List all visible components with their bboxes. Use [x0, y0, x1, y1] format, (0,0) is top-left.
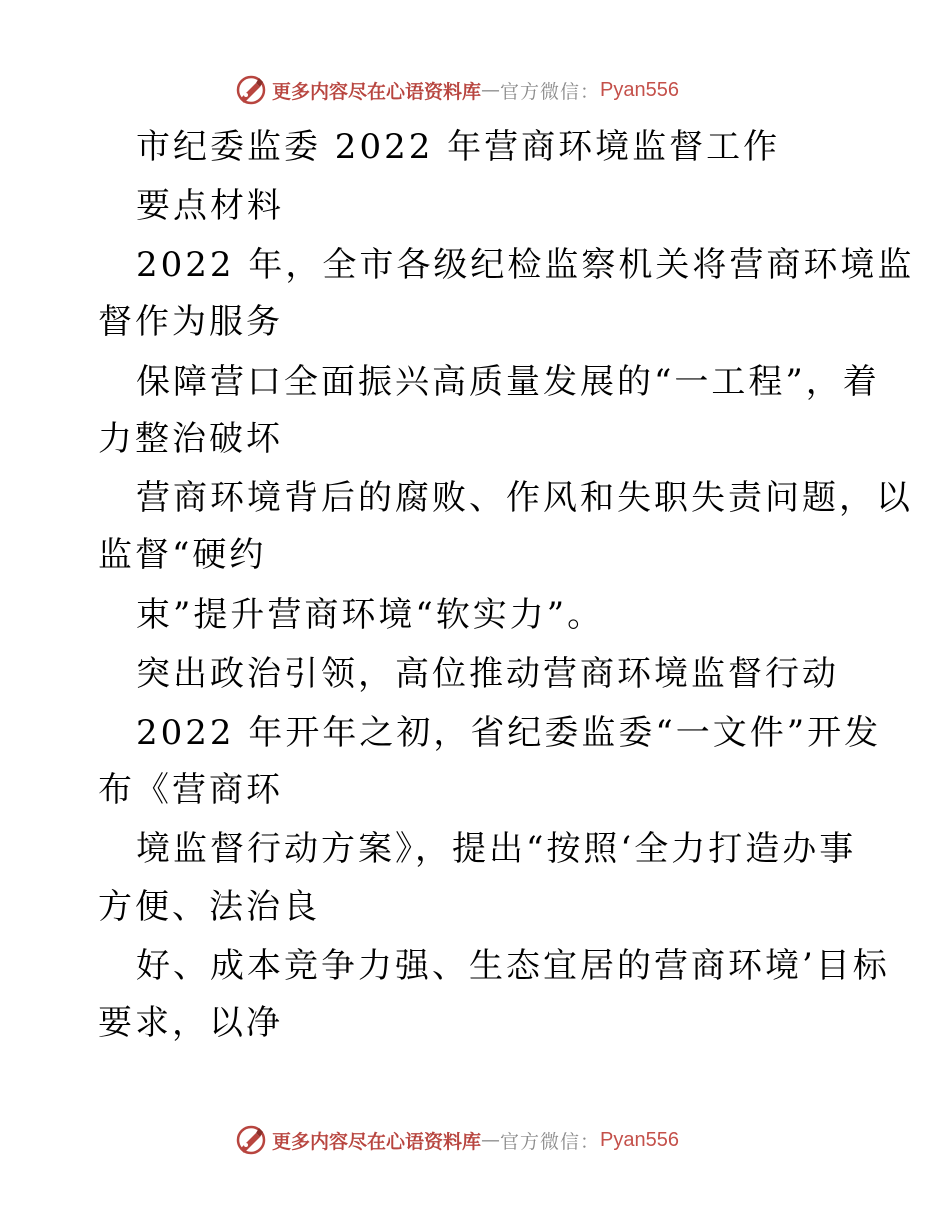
paragraph-line: 方便、法治良 — [98, 887, 320, 927]
paragraph-line: 布《营商环 — [98, 770, 283, 810]
section-heading: 突出政治引领，高位推动营商环境监督行动 — [136, 654, 839, 694]
paragraph-line: 境监督行动方案》，提出“按照‘全力打造办事 — [136, 829, 857, 869]
watermark-main-text: 更多内容尽在心语资料库 — [272, 80, 482, 103]
paragraph-line: 束”提升营商环境“软实力”。 — [136, 595, 605, 635]
watermark-dash: — — [481, 1129, 501, 1151]
watermark-id: Pyan556 — [600, 78, 679, 101]
paragraph-line: 监督“硬约 — [98, 535, 267, 575]
watermark-id: Pyan556 — [600, 1128, 679, 1151]
watermark-sub-text: 官方微信： — [500, 1130, 601, 1153]
paragraph-line: 力整治破坏 — [98, 419, 283, 459]
header-watermark — [234, 72, 714, 108]
watermark-dash: — — [481, 79, 501, 101]
watermark-sub-text: 官方微信： — [500, 80, 601, 103]
paragraph-line: 保障营口全面振兴高质量发展的“一工程”，着 — [136, 362, 880, 402]
paragraph-line: 2022 年开年之初，省纪委监委“一文件”开发 — [136, 713, 882, 753]
pen-logo-icon — [234, 1123, 268, 1157]
document-title-line-2: 要点材料 — [136, 186, 284, 226]
footer-watermark — [234, 1122, 714, 1158]
paragraph-line: 要求，以净 — [98, 1003, 283, 1043]
paragraph-line: 督作为服务 — [98, 302, 283, 342]
document-title-line-1: 市纪委监委 2022 年营商环境监督工作 — [136, 127, 781, 167]
paragraph-line: 营商环境背后的腐败、作风和失职失责问题，以 — [136, 478, 913, 518]
watermark-main-text: 更多内容尽在心语资料库 — [272, 1130, 482, 1153]
pen-logo-icon — [234, 73, 268, 107]
paragraph-line: 2022 年，全市各级纪检监察机关将营商环境监 — [136, 245, 915, 285]
paragraph-line: 好、成本竞争力强、生态宜居的营商环境’目标 — [136, 946, 890, 986]
